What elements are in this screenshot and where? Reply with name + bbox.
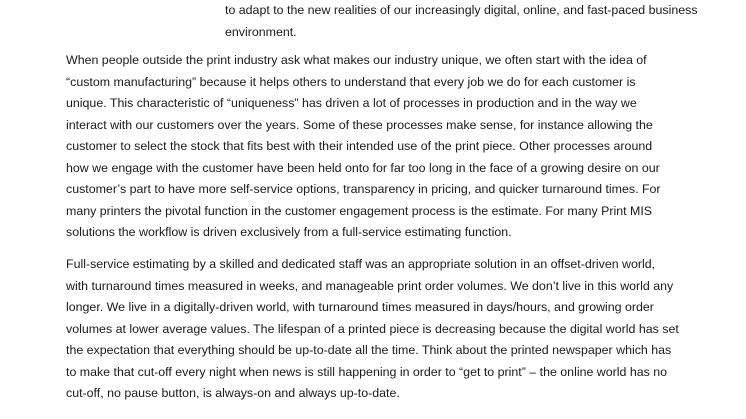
- text-line: volumes at lower average values. The lifespan of a printed piece is decreasing because the digital world has set: [66, 321, 679, 336]
- text-line: interact with our customers over the years. Some of these processes make sense, for instance allowing the: [66, 117, 653, 132]
- text-line: many printers the pivotal function in the customer engagement process is the estimate. For many Print MIS: [66, 203, 653, 218]
- text-line: with turnaround times measured in weeks, and manageable print order volumes. We don’t live in this world any: [66, 278, 674, 293]
- text-line: solutions the workflow is driven exclusively from a full-service estimating function.: [66, 225, 512, 239]
- text-line: the expectation that everything should be up-to-date all the time. Think about the printed newspaper which has: [66, 343, 672, 357]
- indented-text-block: [225, 0, 725, 43]
- text-line: customer’s part to have more self-service options, transparency in pricing, and quicker turnaround times. For: [66, 182, 661, 196]
- text-line: “custom manufacturing” because it helps others to understand that every job we do for each customer is: [66, 74, 636, 89]
- text-line: to adapt to the new realities of our increasingly digital, online, and fast-paced business: [225, 3, 698, 17]
- text-line: to make that cut-off every night when news is still happening in order to “get to print” – the online world has no: [66, 364, 668, 379]
- text-line: Full-service estimating by a skilled and dedicated staff was an appropriate solution in an offset-driven world,: [66, 257, 656, 271]
- text-line: environment.: [225, 24, 297, 39]
- text-line: longer. We live in a digitally-driven world, with turnaround times measured in days/hours, and growing order: [66, 300, 654, 314]
- text-line: customer to select the stock that fits best with their intended use of the print piece. Other processes around: [66, 139, 653, 153]
- paragraph-custom-manufacturing: [66, 50, 736, 244]
- text-line: how we engage with the customer have been held onto for far too long in the face of a growing desire on our: [66, 160, 660, 175]
- text-line: unique. This characteristic of “uniqueness” has driven a lot of processes in production and in the way we: [66, 96, 637, 110]
- text-line: When people outside the print industry ask what makes our industry unique, we often start with the idea of: [66, 53, 647, 67]
- paragraph-full-service-estimating: [66, 254, 736, 405]
- text-line: cut-off, no pause button, is always-on and always up-to-date.: [66, 386, 400, 400]
